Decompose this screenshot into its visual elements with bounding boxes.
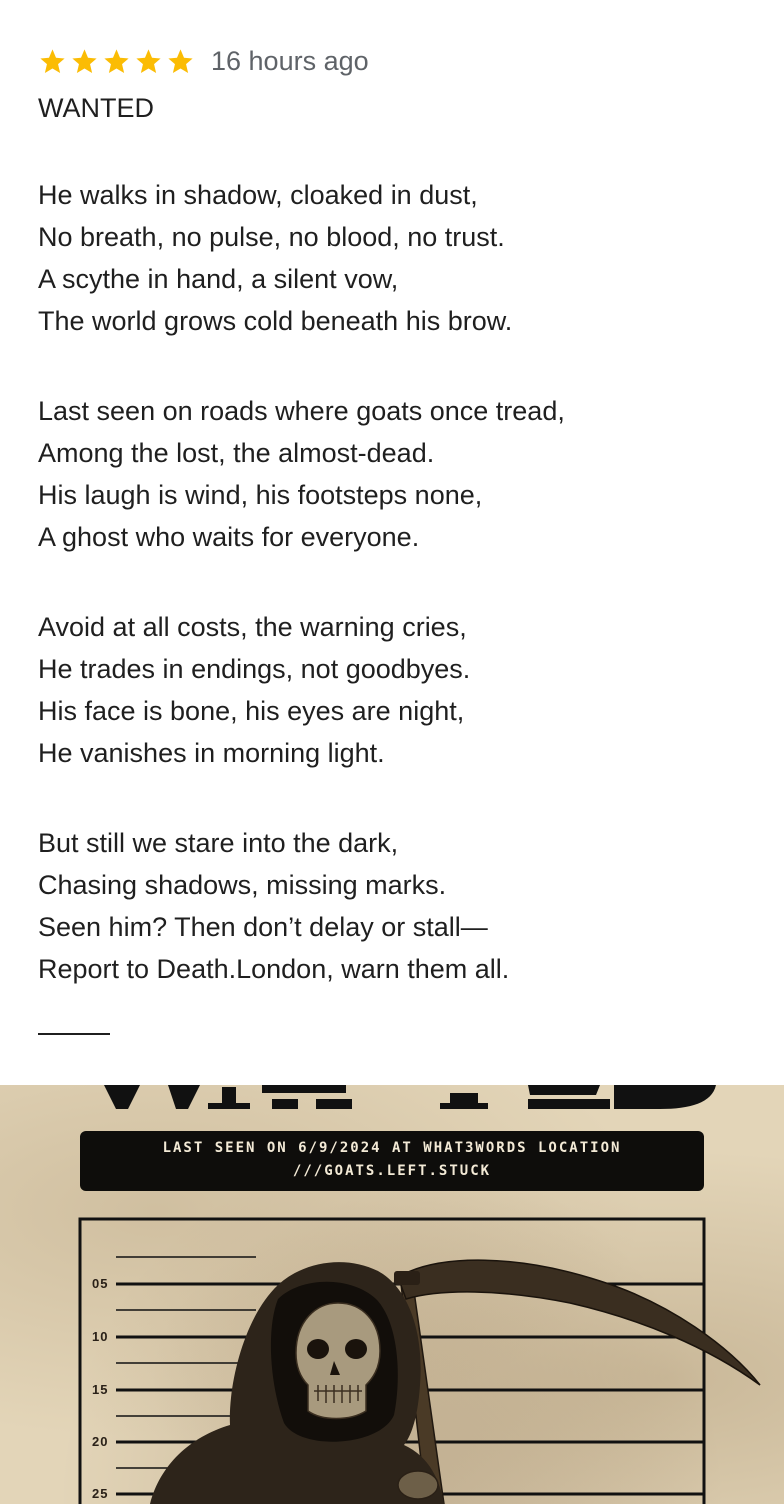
poem-line: A scythe in hand, a silent vow, [38, 264, 399, 294]
poem-line: The world grows cold beneath his brow. [38, 306, 513, 336]
banner-line-location: ///GOATS.LEFT.STUCK [292, 1163, 492, 1179]
poem-line: Seen him? Then don’t delay or stall— [38, 912, 488, 942]
star-rating [38, 47, 195, 76]
poem-stanza [38, 174, 758, 342]
divider-line [38, 1033, 110, 1035]
wanted-poster-image[interactable] [0, 1085, 784, 1504]
last-seen-banner [80, 1131, 704, 1191]
poem-stanza [38, 606, 758, 774]
poem-line: Report to Death.London, warn them all. [38, 954, 510, 984]
poem-line: He trades in endings, not goodbyes. [38, 654, 471, 684]
review-card [38, 40, 758, 990]
height-mark: 10 [92, 1329, 109, 1344]
star-icon [134, 47, 163, 76]
height-mark: 25 [92, 1486, 109, 1501]
poem-line: His face is bone, his eyes are night, [38, 696, 465, 726]
star-icon [166, 47, 195, 76]
poem-line: No breath, no pulse, no blood, no trust. [38, 222, 505, 252]
poem-line: But still we stare into the dark, [38, 828, 399, 858]
poem-line: Among the lost, the almost-dead. [38, 438, 435, 468]
star-icon [38, 47, 67, 76]
poem-line: He vanishes in morning light. [38, 738, 385, 768]
poem-line: His laugh is wind, his footsteps none, [38, 480, 483, 510]
review-time: 16 hours ago [211, 45, 369, 76]
poem-line: He walks in shadow, cloaked in dust, [38, 180, 478, 210]
height-mark: 20 [92, 1434, 109, 1449]
poem-line: Chasing shadows, missing marks. [38, 870, 447, 900]
poem-stanza [38, 390, 758, 558]
poem-line: Avoid at all costs, the warning cries, [38, 612, 467, 642]
grim-reaper-illustration [150, 1262, 444, 1504]
poster-title-fragment [104, 1085, 716, 1109]
poem-stanza [38, 822, 758, 990]
height-mark: 05 [92, 1276, 109, 1291]
review-title: WANTED [38, 93, 154, 123]
rating-row [38, 40, 758, 82]
poem-line: A ghost who waits for everyone. [38, 522, 420, 552]
poem-line: Last seen on roads where goats once tread, [38, 396, 565, 426]
star-icon [70, 47, 99, 76]
star-icon [102, 47, 131, 76]
height-mark: 15 [92, 1382, 109, 1397]
banner-line-last-seen: LAST SEEN ON 6/9/2024 AT WHAT3WORDS LOCATION [162, 1140, 622, 1156]
